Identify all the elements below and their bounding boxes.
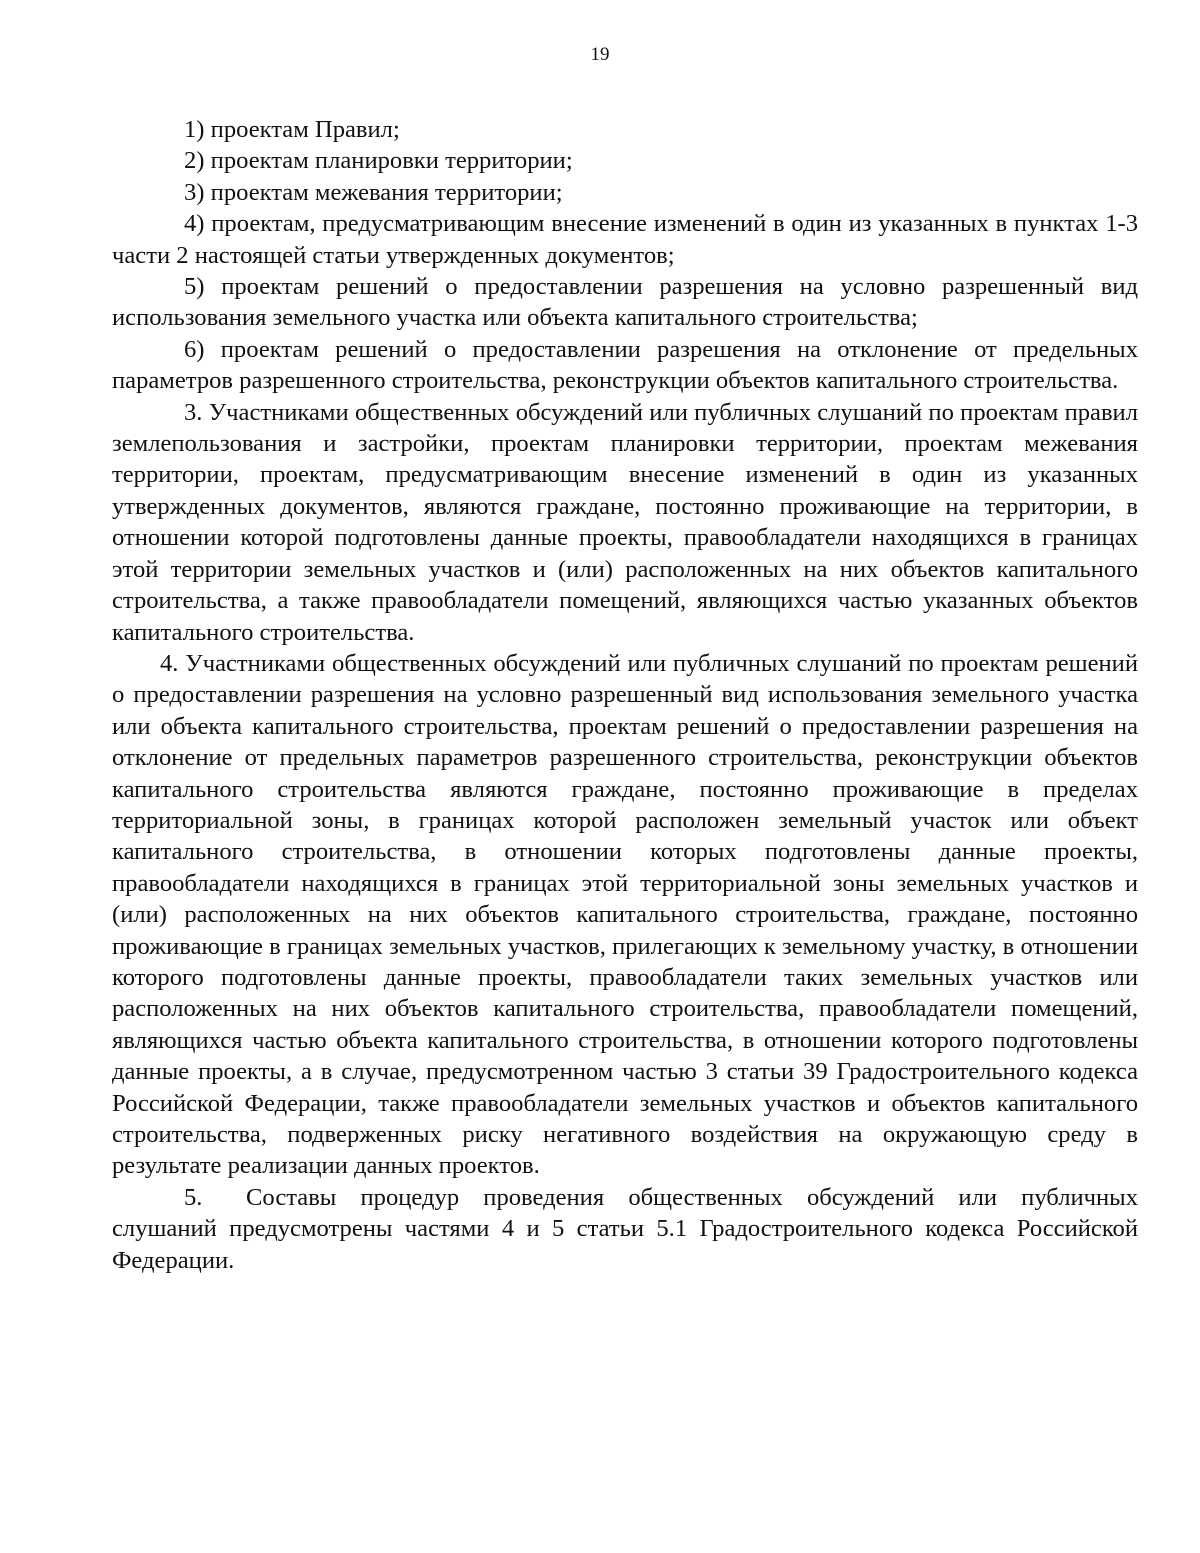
clause-4	[112, 648, 1138, 1182]
document-body	[112, 114, 1138, 1276]
list-item-marker: 2)	[184, 147, 205, 175]
list-item-marker: 4)	[184, 210, 205, 238]
list-item-marker: 3)	[184, 178, 205, 206]
clause-text: Участниками общественных обсуждений или публичных слушаний по проектам правил землепользования и застройки, проектам планировки территории, проектам межевания территории, проектам, предусматривающим внесение изменений в один из указанных утвержденных документов, являются граждане, постоянно проживающие на территории, в отношении которой подготовлены данные проекты, правообладатели находящихся в границах этой территории земельных участков и (или) расположенных на них объектов капитального строительства, а также правообладатели помещений, являющихся частью указанных объектов капитального строительства.	[112, 398, 1138, 646]
list-item-marker: 5)	[184, 273, 205, 301]
list-item-text: проектам, предусматривающим внесение изменений в один из указанных в пунктах 1-3 части 2 настоящей статьи утвержденных документов;	[112, 210, 1138, 269]
list-item-2	[112, 145, 1138, 176]
list-item-text: проектам решений о предоставлении разрешения на отклонение от предельных параметров разрешенного строительства, реконструкции объектов капитального строительства.	[112, 335, 1139, 395]
list-item-1	[112, 114, 1138, 145]
clause-3	[112, 397, 1138, 648]
page-number: 19	[590, 44, 610, 65]
list-item-4	[112, 208, 1138, 271]
list-item-5	[112, 271, 1138, 334]
clause-number: 5.	[184, 1183, 203, 1211]
list-item-text: проектам межевания территории;	[210, 178, 563, 206]
list-item-marker: 6)	[184, 335, 205, 363]
clause-text: Участниками общественных обсуждений или публичных слушаний по проектам решений о предоставлении разрешения на условно разрешенный вид использования земельного участка или объекта капитального строительства, проектам решений о предоставлении разрешения на отклонение от предельных параметров разрешенного строительства, реконструкции объектов капитального строительства являются граждане, постоянно проживающие в пределах территориальной зоны, в границах которой расположен земельный участок или объект капитального строительства, в отношении которых подготовлены данные проекты, правообладатели находящихся в границах этой территориальной зоны земельных участков и (или) расположенных на них объектов капитального строительства, граждане, постоянно проживающие в границах земельных участков, прилегающих к земельному участку, в отношении которого подготовлены данные проекты, правообладатели таких земельных участков или расположенных на них объектов капитального строительства, правообладатели помещений, являющихся частью объекта капитального строительства, в отношении которого подготовлены данные проекты, а в случае, предусмотренном частью 3 статьи 39 Градостроительного кодекса Российской Федерации, также правообладатели земельных участков и объектов капитального строительства, подверженных риску негативного воздействия на окружающую среду в результате реализации данных проектов.	[112, 649, 1138, 1180]
list-item-text: проектам решений о предоставлении разрешения на условно разрешенный вид использования земельного участка или объекта капитального строительства;	[112, 273, 1138, 332]
list-item-marker: 1)	[184, 116, 205, 143]
list-item-3	[112, 177, 1138, 208]
list-item-6	[112, 334, 1138, 397]
clause-5	[112, 1182, 1138, 1276]
clause-text: Составы процедур проведения общественных обсуждений или публичных слушаний предусмотрены частями 4 и 5 статьи 5.1 Градостроительного кодекса Российской Федерации.	[112, 1183, 1138, 1274]
list-item-text: проектам Правил;	[210, 116, 400, 143]
list-item-text: проектам планировки территории;	[210, 147, 573, 175]
clause-number: 3.	[184, 398, 203, 426]
clause-number: 4.	[160, 649, 179, 677]
